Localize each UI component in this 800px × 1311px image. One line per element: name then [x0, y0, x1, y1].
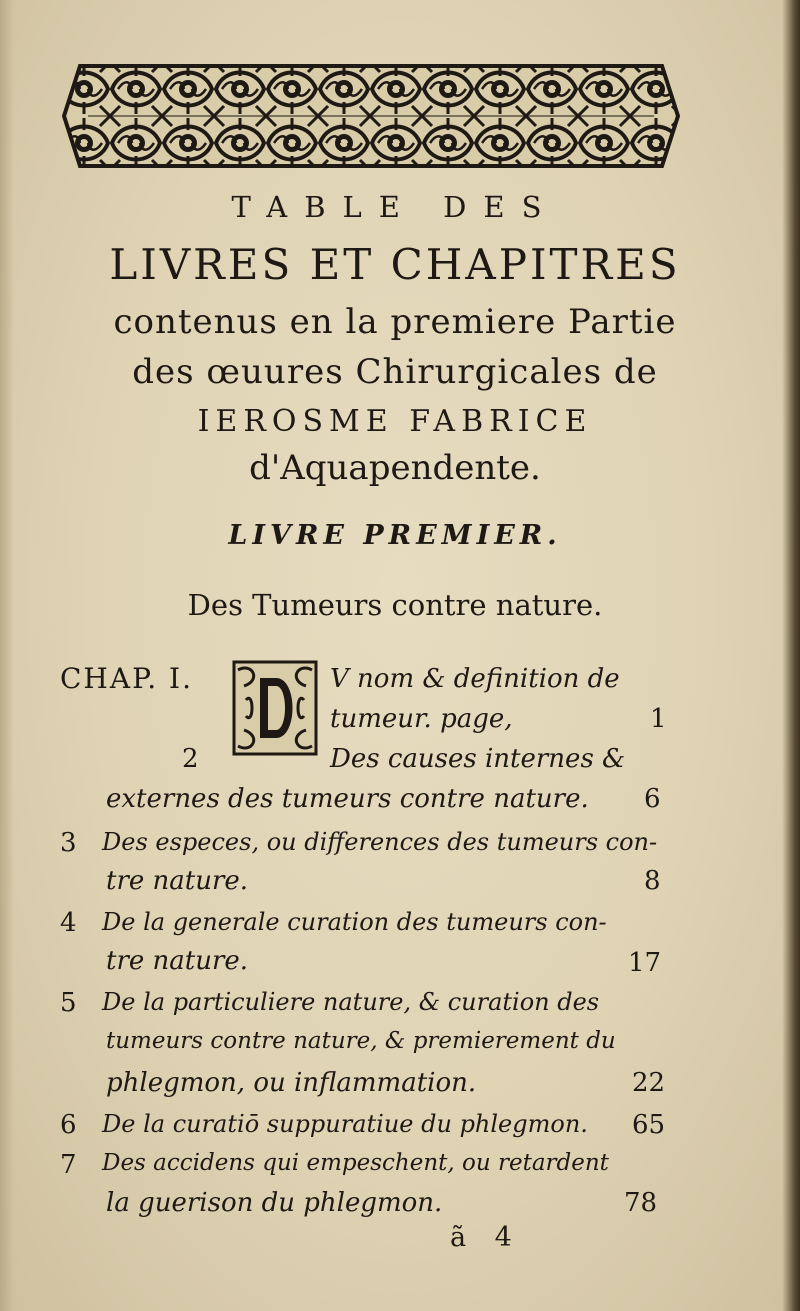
entry-5-line-3: phlegmon, ou inflammation. [106, 1068, 477, 1098]
book-title: LIVRE PREMIER. [228, 520, 562, 551]
entry-6-page: 65 [632, 1110, 666, 1140]
entry-2-page: 6 [644, 784, 661, 814]
entry-6-number: 6 [60, 1110, 77, 1140]
entry-5-page: 22 [632, 1068, 666, 1098]
entry-3-page: 8 [644, 866, 661, 896]
book-subtitle: Des Tumeurs contre nature. [187, 588, 603, 622]
heading-livres-chapitres: LIVRES ET CHAPITRES [109, 240, 681, 289]
entry-4-number: 4 [60, 908, 77, 938]
ornament-headpiece [58, 62, 684, 170]
entry-7-page: 78 [624, 1188, 658, 1218]
heading-author-name: IEROSME FABRICE [197, 404, 593, 439]
chapter-label: CHAP. I. [60, 662, 193, 695]
entry-2-line-1: Des causes internes & [330, 744, 626, 774]
entry-5-line-1: De la particuliere nature, & curation des [102, 988, 600, 1016]
entry-1-line-2: tumeur. page, [330, 704, 513, 734]
heading-table-des: TABLE DES [231, 190, 559, 224]
entry-3-number: 3 [60, 828, 77, 858]
entry-2-line-2: externes des tumeurs contre nature. [106, 784, 589, 814]
catchword-signature: ã 4 [450, 1222, 522, 1253]
heading-line-contenus: contenus en la premiere Partie [113, 302, 677, 342]
entry-1-line-1: V nom & definition de [330, 664, 620, 694]
heading-line-oeuvres: des œuures Chirurgicales de [132, 352, 658, 392]
entry-3-line-1: Des especes, ou differences des tumeurs con- [102, 828, 658, 856]
entry-2-number: 2 [182, 744, 199, 774]
entry-4-line-2: tre nature. [106, 946, 249, 976]
entry-5-number: 5 [60, 988, 77, 1018]
entry-5-line-2: tumeurs contre nature, & premierement du [106, 1028, 616, 1054]
entry-7-line-2: la guerison du phlegmon. [106, 1188, 443, 1218]
dropcap-initial-d [232, 660, 318, 756]
entry-4-line-1: De la generale curation des tumeurs con- [102, 908, 607, 936]
entry-3-line-2: tre nature. [106, 866, 249, 896]
entry-7-line-1: Des accidens qui empeschent, ou retardent [102, 1150, 609, 1176]
entry-1-page: 1 [650, 704, 667, 734]
entry-6-line-1: De la curatiō suppuratiue du phlegmon. [102, 1110, 588, 1138]
entry-4-page: 17 [628, 948, 662, 978]
heading-author-place: d'Aquapendente. [249, 448, 541, 488]
entry-7-number: 7 [60, 1150, 77, 1180]
